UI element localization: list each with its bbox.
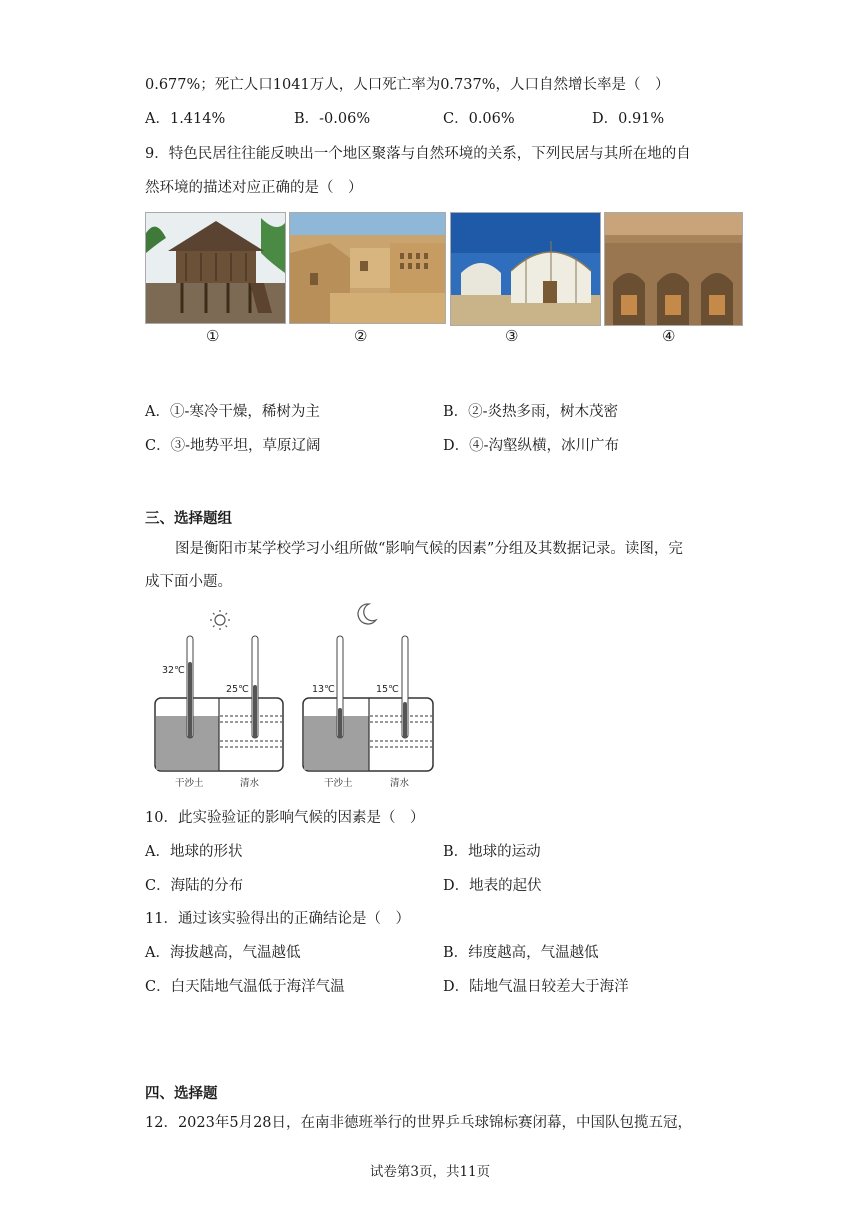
day-water-temp: 25℃ [226,684,249,695]
q11-option-d[interactable]: D．陆地气温日较差大于海洋 [443,979,629,995]
q9-option-b[interactable]: B．②-炎热多雨，树木茂密 [443,404,619,420]
q10-option-b[interactable]: B．地球的运动 [443,844,541,860]
night-setup [303,636,433,789]
sun-icon [210,610,230,630]
q11-option-a[interactable]: A．海拔越高，气温越低 [145,945,301,961]
caption-1: ① [206,327,220,345]
q8-option-a[interactable]: A．1.414% [145,111,226,127]
q11-stem: 11．通过该实验得出的正确结论是（ ） [145,911,410,927]
caption-3: ③ [505,327,519,345]
q11-option-b[interactable]: B．纬度越高，气温越低 [443,945,599,961]
photo-cave-dwellings [604,212,743,326]
section-3-intro-line2: 成下面小题。 [145,574,232,590]
day-sand-temp: 32℃ [162,665,185,676]
page-footer: 试卷第3页，共11页 [369,1164,491,1180]
section-3-heading: 三、选择题组 [145,511,232,527]
q11-option-c[interactable]: C．白天陆地气温低于海洋气温 [145,979,345,995]
moon-icon [358,604,376,624]
day-setup [155,636,283,789]
q9-stem-line1: 9．特色民居往往能反映出一个地区聚落与自然环境的关系，下列民居与其所在地的自 [145,146,691,162]
q8-option-b[interactable]: B．-0.06% [294,111,371,127]
photo-stilt-house [145,212,286,324]
day-sand-label: 干沙土 [175,778,204,789]
q8-option-d[interactable]: D．0.91% [592,111,665,127]
section-3-intro-line1: 图是衡阳市某学校学习小组所做“影响气候的因素”分组及其数据记录。读图，完 [175,541,683,557]
q10-option-c[interactable]: C．海陆的分布 [145,878,244,894]
night-sand-temp: 13℃ [312,684,335,695]
night-water-label: 清水 [390,778,410,789]
night-sand-label: 干沙土 [324,778,353,789]
photo-yurts [450,212,601,326]
day-water-label: 清水 [240,778,260,789]
q10-stem: 10．此实验验证的影响气候的因素是（ ） [145,810,425,826]
section-4-heading: 四、选择题 [145,1086,218,1102]
q12-stem-line1: 12．2023年5月28日，在南非德班举行的世界乒乓球锦标赛闭幕，中国队包揽五冠， [145,1115,693,1131]
q8-stem-tail: 0.677%；死亡人口1041万人，人口死亡率为0.737%，人口自然增长率是（ ） [145,77,670,93]
q8-option-c[interactable]: C．0.06% [443,111,515,127]
photo-adobe-houses [289,212,446,324]
caption-4: ④ [662,327,676,345]
experiment-diagram [150,598,450,793]
q10-option-a[interactable]: A．地球的形状 [145,844,243,860]
caption-2: ② [354,327,368,345]
q9-option-c[interactable]: C．③-地势平坦，草原辽阔 [145,438,321,454]
night-water-temp: 15℃ [376,684,399,695]
q10-option-d[interactable]: D．地表的起伏 [443,878,542,894]
q9-option-a[interactable]: A．①-寒冷干燥，稀树为主 [145,404,320,420]
q9-stem-line2: 然环境的描述对应正确的是（ ） [145,180,363,196]
q9-option-d[interactable]: D．④-沟壑纵横，冰川广布 [443,438,620,454]
